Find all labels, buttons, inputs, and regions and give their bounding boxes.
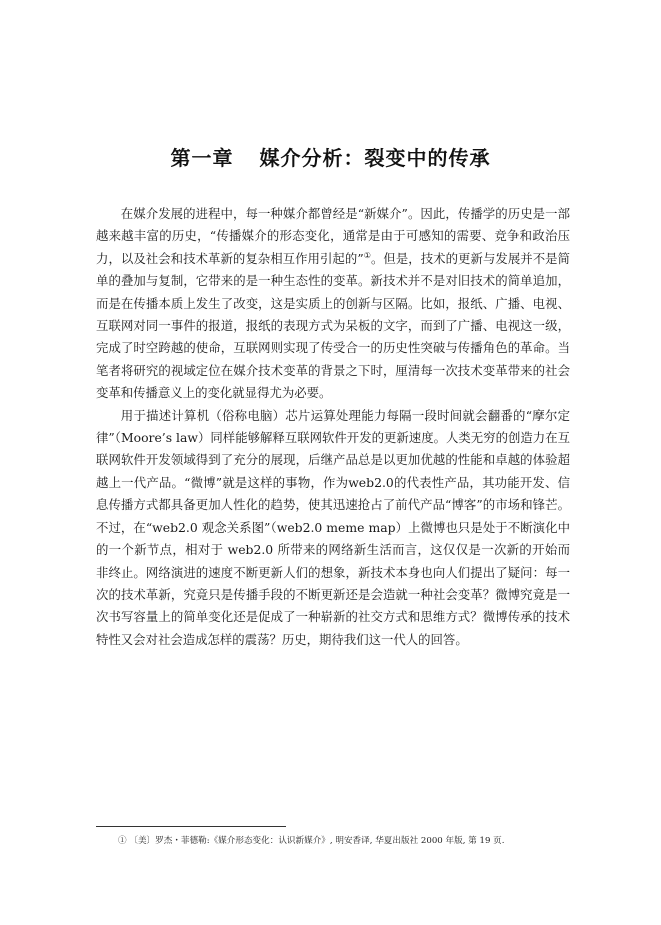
chapter-number: 第一章 bbox=[170, 146, 234, 170]
chapter-title bbox=[0, 142, 661, 171]
footnote-reference[interactable]: ① bbox=[363, 250, 371, 260]
paragraph-1-continuation: 。但是，技术的更新与发展并不是简单的叠加与复制，它带来的是一种生态性的变革。新技术并不是对旧技术的简单追加，而是在传播本质上发生了改变，这是实质上的创新与区隔。比如，报纸、广播、电视、互联网对同一事件的报道，报纸的表现方式为呆板的文字，而到了广播、电视这一级，完成了时空跨越的使命，互联网则实现了传受合一的历史性突破与传播角色的革命。当笔者将研究的视域定位在媒介技术变革的背景之下时，厘清每一次技术变革带来的社会变革和传播意义上的变化就显得尤为必要。 bbox=[96, 250, 571, 401]
body-text bbox=[96, 203, 570, 651]
footnote-mark: ① bbox=[118, 836, 127, 846]
chapter-heading: 媒介分析：裂变中的传承 bbox=[259, 146, 491, 170]
footnote bbox=[118, 834, 588, 848]
footnote-divider bbox=[96, 826, 286, 827]
paragraph-1 bbox=[96, 203, 570, 405]
paragraph-2: 用于描述计算机（俗称电脑）芯片运算处理能力每隔一段时间就会翻番的“摩尔定律”（Moore’s law）同样能够解释互联网软件开发的更新速度。人类无穷的创造力在互联网软件开发领域得到了充分的展现，后继产品总是以更加优越的性能和卓越的体验超越上一代产品。“微博”就是这样的事物，作为web2.0的代表性产品，其功能开发、信息传播方式都具备更加人性化的趋势，使其迅速抢占了前代产品“博客”的市场和锋芒。不过，在“web2.0 观念关系图”（web2.0 meme map）上微博也只是处于不断演化中的一个新节点，相对于 web2.0 所带来的网络新生活而言，这仅仅是一次新的开始而非终止。网络演进的速度不断更新人们的想象，新技术本身也向人们提出了疑问：每一次的技术革新，究竟只是传播手段的不断更新还是会造就一种社会变革？微博究竟是一次书写容量上的简单变化还是促成了一种崭新的社交方式和思维方式？微博传承的技术特性又会对社会造成怎样的震荡？历史，期待我们这一代人的回答。 bbox=[96, 407, 570, 647]
footnote-text: 〔美〕罗杰・菲德勒:《媒介形态变化：认识新媒介》, 明安香译, 华夏出版社 2000 年版, 第 19 页. bbox=[129, 836, 505, 846]
paragraph-1-text: 在媒介发展的进程中，每一种媒介都曾经是“新媒介”。因此，传播学的历史是一部越来越丰富的历史，“传播媒介的形态变化，通常是由于可感知的需要、竞争和政治压力，以及社会和技术革新的复杂相互作用引起的” bbox=[96, 206, 570, 266]
